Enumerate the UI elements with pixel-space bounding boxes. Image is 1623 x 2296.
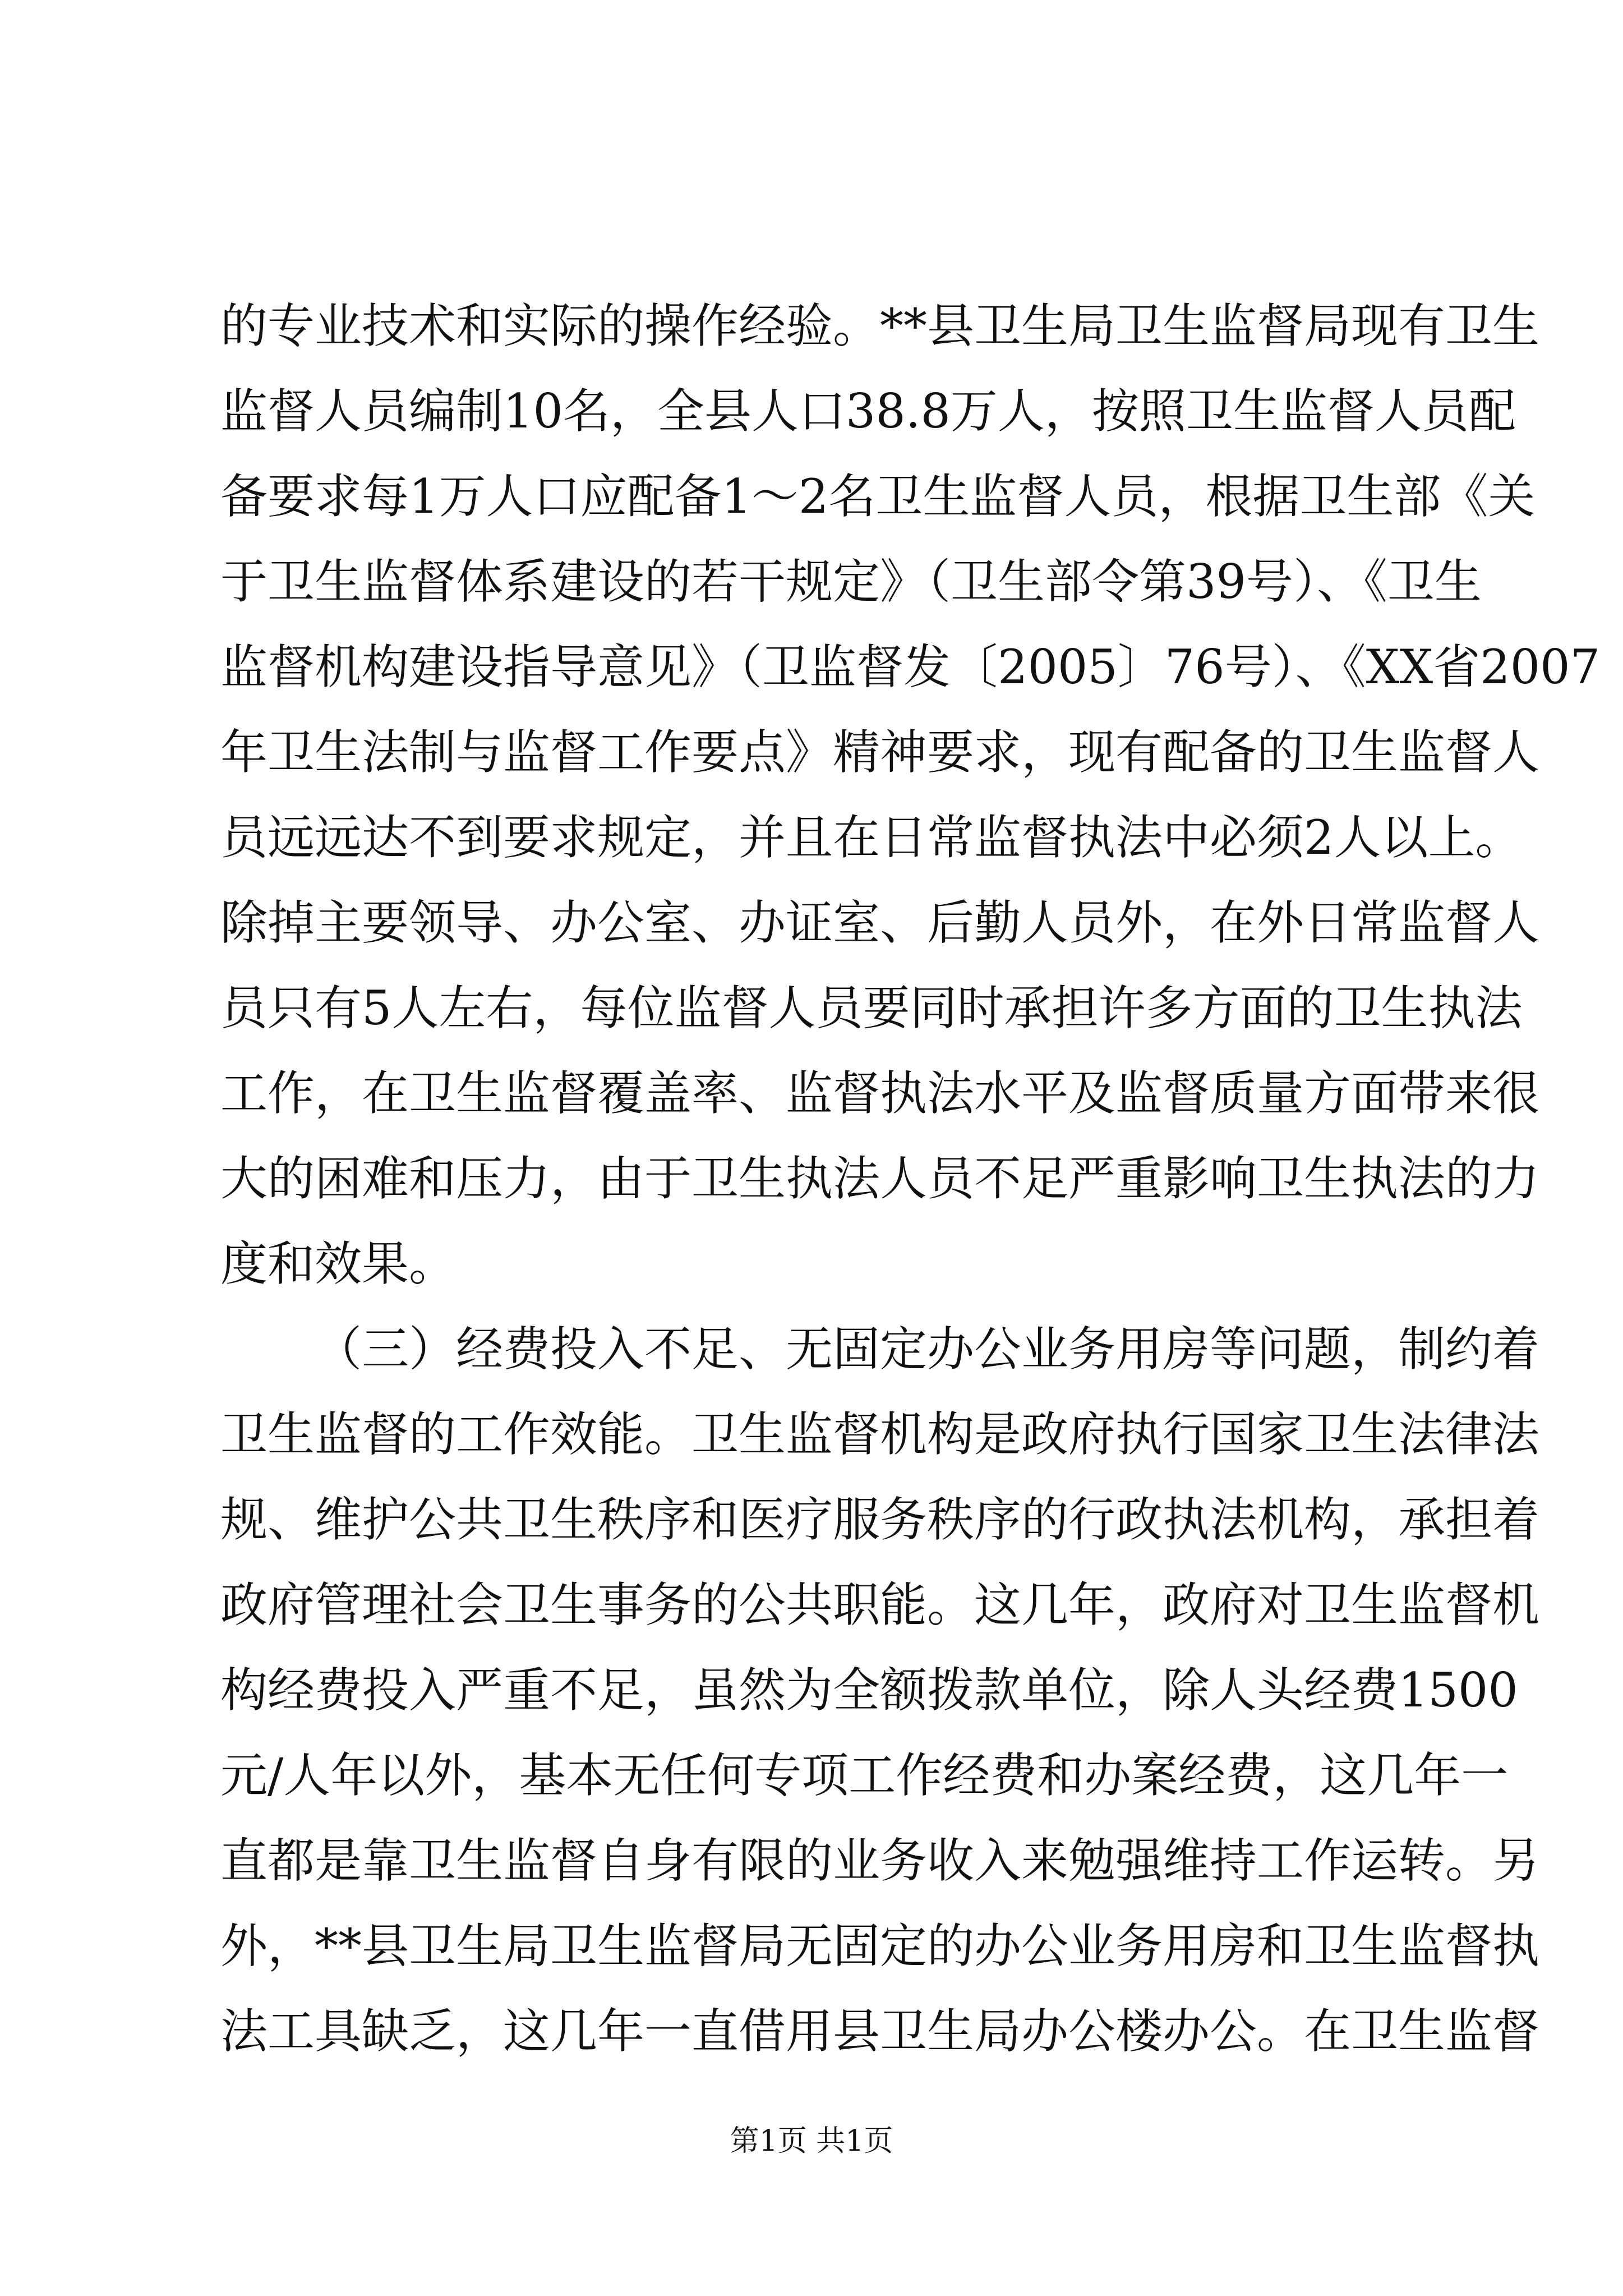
text-line: 除掉主要领导、办公室、办证室、后勤人员外，在外日常监督人 xyxy=(220,895,1540,950)
text-line: 度和效果。 xyxy=(220,1236,457,1291)
text-line: 规、维护公共卫生秩序和医疗服务秩序的行政执法机构，承担着 xyxy=(220,1492,1540,1547)
text-line: 备要求每1万人口应配备1～2名卫生监督人员，根据卫生部《关 xyxy=(220,469,1536,524)
text-line: 的专业技术和实际的操作经验。**县卫生局卫生监督局现有卫生 xyxy=(220,298,1540,353)
text-line: 直都是靠卫生监督自身有限的业务收入来勉强维持工作运转。另 xyxy=(220,1833,1540,1888)
text-line: 政府管理社会卫生事务的公共职能。这几年，政府对卫生监督机 xyxy=(220,1577,1540,1632)
text-line: 法工具缺乏，这几年一直借用县卫生局办公楼办公。在卫生监督 xyxy=(220,2004,1540,2059)
text-line: 年卫生法制与监督工作要点》精神要求，现有配备的卫生监督人 xyxy=(220,725,1540,780)
page-footer: 第1页 共1页 xyxy=(730,2124,893,2158)
text-line: 大的困难和压力，由于卫生执法人员不足严重影响卫生执法的力 xyxy=(220,1151,1540,1206)
text-line: 元/人年以外，基本无任何专项工作经费和办案经费，这几年一 xyxy=(220,1748,1509,1803)
text-line: 监督机构建设指导意见》（卫监督发〔2005〕76号）、《XX省2007 xyxy=(220,639,1601,694)
text-line: 构经费投入严重不足，虽然为全额拨款单位，除人头经费1500 xyxy=(220,1663,1518,1718)
text-line: 监督人员编制10名，全县人口38.8万人，按照卫生监督人员配 xyxy=(220,384,1516,439)
text-line: （三）经费投入不足、无固定办公业务用房等问题，制约着 xyxy=(315,1322,1540,1377)
text-line: 工作，在卫生监督覆盖率、监督执法水平及监督质量方面带来很 xyxy=(220,1066,1540,1121)
text-line: 卫生监督的工作效能。卫生监督机构是政府执行国家卫生法律法 xyxy=(220,1407,1540,1462)
text-line: 员只有5人左右，每位监督人员要同时承担许多方面的卫生执法 xyxy=(220,981,1523,1036)
text-line: 员远远达不到要求规定，并且在日常监督执法中必须2人以上。 xyxy=(220,810,1523,865)
text-line: 外，**县卫生局卫生监督局无固定的办公业务用房和卫生监督执 xyxy=(220,1918,1540,1973)
text-line: 于卫生监督体系建设的若干规定》（卫生部令第39号）、《卫生 xyxy=(220,554,1482,609)
body-text xyxy=(220,283,1601,2074)
